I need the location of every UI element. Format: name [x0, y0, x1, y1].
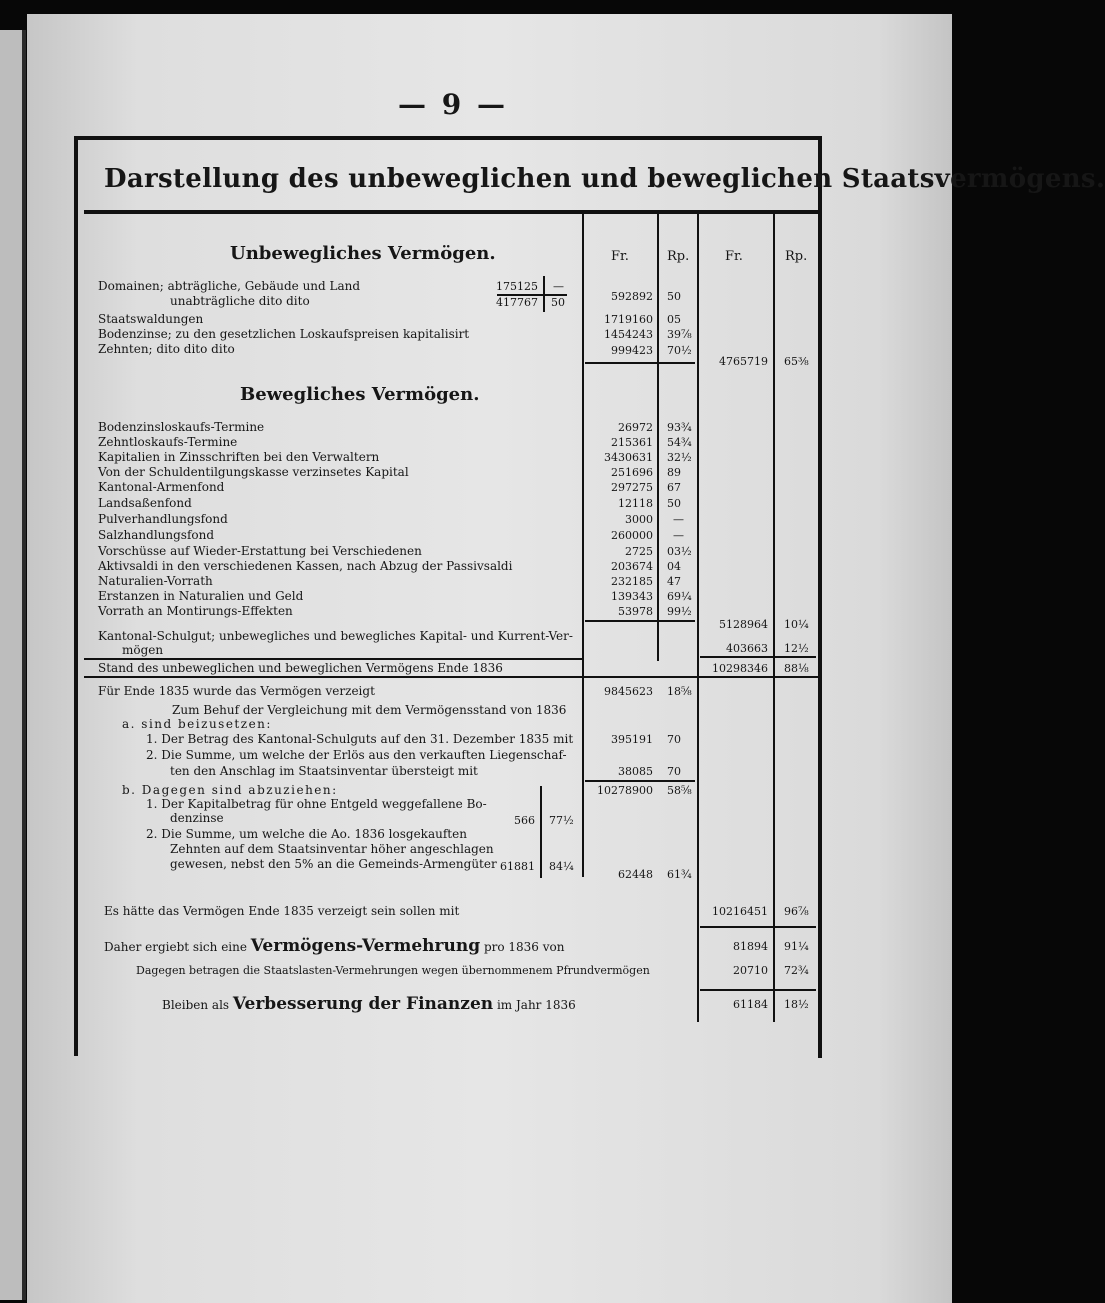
- row-verbesserung: [162, 996, 576, 1013]
- row-label-beweglich: Zehntloskaufs-Termine: [98, 435, 238, 449]
- row-label-beweglich: Bodenzinsloskaufs-Termine: [98, 420, 265, 434]
- row-label-pfrund: Dagegen betragen die Staatslasten-Vermehrungen wegen übernommenem Pfrundvermögen: [136, 964, 650, 977]
- vergleich-a1-label: 1. Der Betrag des Kantonal-Schulguts auf den 31. Dezember 1835 mit: [146, 732, 574, 746]
- row-label-beweglich: Salzhandlungsfond: [98, 528, 215, 542]
- vergleich-subtotal-fr: 10278900: [597, 784, 653, 797]
- frame-top-rule: [74, 136, 822, 140]
- beweglich-rp: 04: [667, 560, 681, 573]
- rule-after-pfrund: [700, 989, 816, 991]
- beweglich-fr: 53978: [618, 605, 653, 618]
- vergleich-b1-label-1: 1. Der Kapitalbetrag für ohne Entgeld weggefallene Bo-: [146, 797, 487, 811]
- beweglich-rp: 99½: [667, 605, 692, 618]
- row-label-stand: Stand des unbeweglichen und beweglichen Vermögens Ende 1836: [98, 661, 503, 675]
- unbeweglich-total-rp: 65⅜: [784, 355, 809, 368]
- beweglich-rp: 32½: [667, 451, 692, 464]
- col-header-fr-1: Fr.: [611, 249, 629, 264]
- row-label-schulgut-1: Kantonal-Schulgut; unbewegliches und bewegliches Kapital- und Kurrent-Ver-: [98, 629, 573, 643]
- beweglich-rp: —: [673, 529, 684, 542]
- beweglich-fr: 3430631: [604, 451, 653, 464]
- verbesserung-suffix: im Jahr 1836: [496, 998, 576, 1012]
- sollen-rp: 96⅞: [784, 905, 809, 918]
- frame-right-rule: [818, 136, 822, 1058]
- domainen-sub2-fr: 417767: [496, 296, 538, 309]
- verbesserung-fr: 61184: [733, 998, 768, 1011]
- stand-fr: 10298346: [712, 662, 768, 675]
- vergleich-b2-label-2: Zehnten auf dem Staatsinventar höher angeschlagen: [170, 842, 494, 856]
- vergleich-b2-label-3: gewesen, nebst den 5% an die Gemeinds-Armengüter: [170, 857, 497, 871]
- row-label-schulgut-2: mögen: [122, 643, 164, 657]
- col-header-rp-2: Rp.: [785, 249, 808, 264]
- vergleich-a1-fr: 395191: [611, 733, 653, 746]
- rule-after-sollen: [700, 926, 816, 928]
- vergleich-a2-rp: 70: [667, 765, 681, 778]
- beweglich-total-rp: 10¼: [784, 618, 809, 631]
- sollen-fr: 10216451: [712, 905, 768, 918]
- row-label-beweglich: Pulverhandlungsfond: [98, 512, 228, 526]
- zehnten-fr: 999423: [611, 344, 653, 357]
- beweglich-rp: 54¾: [667, 436, 692, 449]
- rule-after-stand: [84, 676, 818, 678]
- bodenzinse-fr: 1454243: [604, 328, 653, 341]
- col-rule-fr2-left: [697, 214, 699, 1022]
- row-label-beweglich: Kantonal-Armenfond: [98, 480, 225, 494]
- beweglich-total-fr: 5128964: [719, 618, 768, 631]
- beweglich-fr: 260000: [611, 529, 653, 542]
- vermehrung-suffix: pro 1836 von: [483, 940, 565, 954]
- vergleich-a2-label-1: 2. Die Summe, um welche der Erlös aus den verkauften Liegenschaf-: [146, 748, 567, 762]
- beweglich-fr: 203674: [611, 560, 653, 573]
- page-number: — 9 —: [398, 88, 508, 121]
- vermehrung-fr: 81894: [733, 940, 768, 953]
- rule-before-stand: [84, 658, 582, 660]
- total-rule-stand: [700, 656, 816, 658]
- row-label-unabtraglich: unabträgliche dito dito: [170, 294, 310, 308]
- table-title: Darstellung des unbeweglichen und beweglichen Staatsvermögens.: [104, 164, 1105, 194]
- vergleich-b2-fr: 61881: [500, 860, 535, 873]
- vergleich-a-label: a. sind beizusetzen:: [122, 717, 272, 731]
- row-label-beweglich: Vorschüsse auf Wieder-Erstattung bei Verschiedenen: [98, 544, 422, 558]
- col-header-rp-1: Rp.: [667, 249, 690, 264]
- vergleich-b1-rp: 77½: [549, 814, 574, 827]
- beweglich-fr: 297275: [611, 481, 653, 494]
- staatswald-rp: 05: [667, 313, 681, 326]
- vergleich-a2-label-2: ten den Anschlag im Staatsinventar übersteigt mit: [170, 764, 478, 778]
- vermehrung-bold: Vermögens-Vermehrung: [250, 936, 481, 956]
- vermehrung-rp: 91¼: [784, 940, 809, 953]
- subtotal-rule-unbeweglich: [585, 362, 695, 364]
- section-heading-beweglich: Bewegliches Vermögen.: [240, 384, 480, 405]
- vermehrung-prefix: Daher ergiebt sich eine: [104, 940, 247, 954]
- staatswald-fr: 1719160: [604, 313, 653, 326]
- vergleich-b-total-rp: 61¾: [667, 868, 692, 881]
- section-heading-unbeweglich: Unbewegliches Vermögen.: [230, 243, 496, 264]
- beweglich-rp: 89: [667, 466, 681, 479]
- domainen-rp: 50: [667, 290, 681, 303]
- beweglich-rp: —: [673, 513, 684, 526]
- beweglich-fr: 139343: [611, 590, 653, 603]
- vergleich-b-label: b. Dagegen sind abzuziehen:: [122, 783, 338, 797]
- beweglich-fr: 26972: [618, 421, 653, 434]
- vergleich-b-total-fr: 62448: [618, 868, 653, 881]
- beweglich-rp: 50: [667, 497, 681, 510]
- row-vermehrung: [104, 938, 564, 955]
- vergleich-b2-rp: 84¼: [549, 860, 574, 873]
- col-rule-fr1-left: [582, 214, 584, 877]
- verbesserung-rp: 18½: [784, 998, 809, 1011]
- unbeweglich-total-fr: 4765719: [719, 355, 768, 368]
- stand-rp: 88⅛: [784, 662, 809, 675]
- beweglich-fr: 12118: [618, 497, 653, 510]
- domainen-fr: 592892: [611, 290, 653, 303]
- row-label-zehnten: Zehnten; dito dito dito: [98, 342, 235, 356]
- beweglich-fr: 3000: [625, 513, 653, 526]
- row-label-beweglich: Aktivsaldi in den verschiedenen Kassen, nach Abzug der Passivsaldi: [98, 559, 513, 573]
- domainen-sub1-fr: 175125: [496, 280, 538, 293]
- vergleich-b2-label-1: 2. Die Summe, um welche die Ao. 1836 losgekauften: [146, 827, 467, 841]
- row-label-sollen: Es hätte das Vermögen Ende 1835 verzeigt sein sollen mit: [104, 904, 460, 918]
- beweglich-fr: 2725: [625, 545, 653, 558]
- beweglich-fr: 215361: [611, 436, 653, 449]
- schulgut-fr: 403663: [726, 642, 768, 655]
- subtotal-rule-beweglich: [585, 620, 695, 622]
- domainen-sub2-rp: 50: [551, 296, 565, 309]
- subtotal-rule-vergleich: [585, 780, 695, 782]
- pfrund-rp: 72¾: [784, 964, 809, 977]
- domainen-sub1-rp: —: [553, 280, 564, 293]
- col-header-fr-2: Fr.: [725, 249, 743, 264]
- row-label-domainen: Domainen; abträgliche, Gebäude und Land: [98, 279, 361, 293]
- vergleich-heading: Zum Behuf der Vergleichung mit dem Vermögensstand von 1836: [172, 703, 567, 717]
- schulgut-rp: 12½: [784, 642, 809, 655]
- verbesserung-prefix: Bleiben als: [162, 998, 230, 1012]
- beweglich-rp: 03½: [667, 545, 692, 558]
- row-label-ende1835: Für Ende 1835 wurde das Vermögen verzeigt: [98, 684, 375, 698]
- vergleich-a2-fr: 38085: [618, 765, 653, 778]
- ende1835-fr: 9845623: [604, 685, 653, 698]
- col-rule-rp1-left: [657, 214, 659, 661]
- row-label-beweglich: Von der Schuldentilgungskasse verzinsetes Kapital: [98, 465, 409, 479]
- ende1835-rp: 18⅝: [667, 685, 692, 698]
- verbesserung-bold: Verbesserung der Finanzen: [232, 994, 494, 1014]
- vergleich-b1-fr: 566: [514, 814, 535, 827]
- beweglich-rp: 67: [667, 481, 681, 494]
- beweglich-rp: 93¾: [667, 421, 692, 434]
- row-label-beweglich: Naturalien-Vorrath: [98, 574, 213, 588]
- col-rule-rp2-left: [773, 214, 775, 1022]
- book-gutter: [22, 30, 26, 1300]
- subcol-rule-deductions: [540, 786, 542, 878]
- adjacent-page-edge: [0, 30, 22, 1300]
- beweglich-fr: 232185: [611, 575, 653, 588]
- row-label-bodenzinse: Bodenzinse; zu den gesetzlichen Loskaufspreisen kapitalisirt: [98, 327, 470, 341]
- row-label-beweglich: Kapitalien in Zinsschriften bei den Verwaltern: [98, 450, 380, 464]
- frame-left-rule: [74, 136, 78, 1056]
- vergleich-subtotal-rp: 58⅝: [667, 784, 692, 797]
- vergleich-b1-label-2: denzinse: [170, 811, 224, 825]
- title-underline: [84, 210, 818, 214]
- bodenzinse-rp: 39⅞: [667, 328, 692, 341]
- row-label-staatswald: Staatswaldungen: [98, 312, 204, 326]
- row-label-beweglich: Erstanzen in Naturalien und Geld: [98, 589, 304, 603]
- beweglich-fr: 251696: [611, 466, 653, 479]
- beweglich-rp: 69¼: [667, 590, 692, 603]
- row-label-beweglich: Vorrath an Montirungs-Effekten: [98, 604, 293, 618]
- vergleich-a1-rp: 70: [667, 733, 681, 746]
- beweglich-rp: 47: [667, 575, 681, 588]
- zehnten-rp: 70½: [667, 344, 692, 357]
- row-label-beweglich: Landsaßenfond: [98, 496, 192, 510]
- pfrund-fr: 20710: [733, 964, 768, 977]
